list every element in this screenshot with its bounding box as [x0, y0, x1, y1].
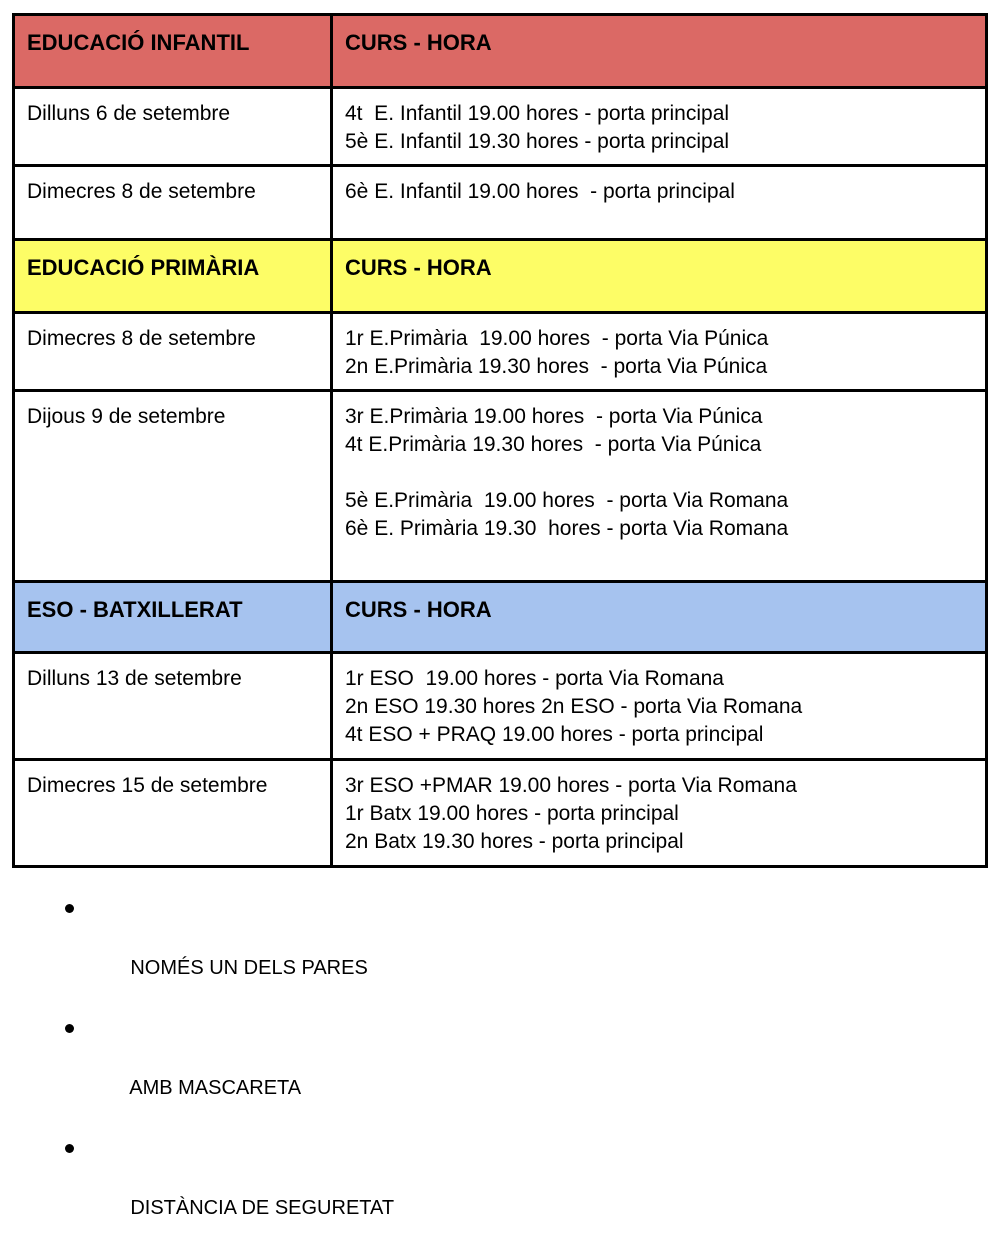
note-text: NOMÉS UN DELS PARES [130, 957, 368, 979]
bullet-icon [65, 904, 74, 913]
section-header-infantil [14, 15, 987, 88]
schedule-table [12, 13, 988, 868]
list-item [65, 1133, 394, 1253]
bullet-icon [65, 1024, 74, 1033]
date-cell: Dimecres 8 de setembre [14, 313, 332, 391]
courses-cell: 4t E. Infantil 19.00 hores - porta principal 5è E. Infantil 19.30 hores - porta principal [332, 88, 987, 166]
date-cell: Dilluns 6 de setembre [14, 88, 332, 166]
list-item [65, 893, 394, 1013]
date-cell: Dimecres 15 de setembre [14, 760, 332, 867]
courses-cell: 1r ESO 19.00 hores - porta Via Romana 2n ESO 19.30 hores 2n ESO - porta Via Romana 4t ESO + PRAQ 19.00 hores - porta principal [332, 653, 987, 760]
section-curs-hora-header: CURS - HORA [332, 582, 987, 653]
section-title: EDUCACIÓ INFANTIL [14, 15, 332, 88]
section-curs-hora-header: CURS - HORA [332, 240, 987, 313]
table-row [14, 88, 987, 166]
date-cell: Dimecres 8 de setembre [14, 166, 332, 240]
note-text: DISTÀNCIA DE SEGURETAT [130, 1197, 395, 1219]
section-title: EDUCACIÓ PRIMÀRIA [14, 240, 332, 313]
table-row [14, 391, 987, 582]
rules-list [65, 893, 394, 1253]
date-cell: Dijous 9 de setembre [14, 391, 332, 582]
section-header-primaria [14, 240, 987, 313]
courses-cell: 6è E. Infantil 19.00 hores - porta principal [332, 166, 987, 240]
courses-cell: 1r E.Primària 19.00 hores - porta Via Púnica 2n E.Primària 19.30 hores - porta Via Púnica [332, 313, 987, 391]
list-item [65, 1013, 394, 1133]
bullet-icon [65, 1144, 74, 1153]
section-title: ESO - BATXILLERAT [14, 582, 332, 653]
table-row [14, 166, 987, 240]
table-row [14, 760, 987, 867]
table-row [14, 313, 987, 391]
table-row [14, 653, 987, 760]
date-cell: Dilluns 13 de setembre [14, 653, 332, 760]
courses-cell: 3r E.Primària 19.00 hores - porta Via Púnica 4t E.Primària 19.30 hores - porta Via Púnica 5è E.Primària 19.00 hores - porta Via Romana 6è E. Primària 19.30 hores - porta Via Romana [332, 391, 987, 582]
section-header-eso-batxillerat [14, 582, 987, 653]
section-curs-hora-header: CURS - HORA [332, 15, 987, 88]
note-text: AMB MASCARETA [129, 1077, 302, 1099]
courses-cell: 3r ESO +PMAR 19.00 hores - porta Via Romana 1r Batx 19.00 hores - porta principal 2n Batx 19.30 hores - porta principal [332, 760, 987, 867]
